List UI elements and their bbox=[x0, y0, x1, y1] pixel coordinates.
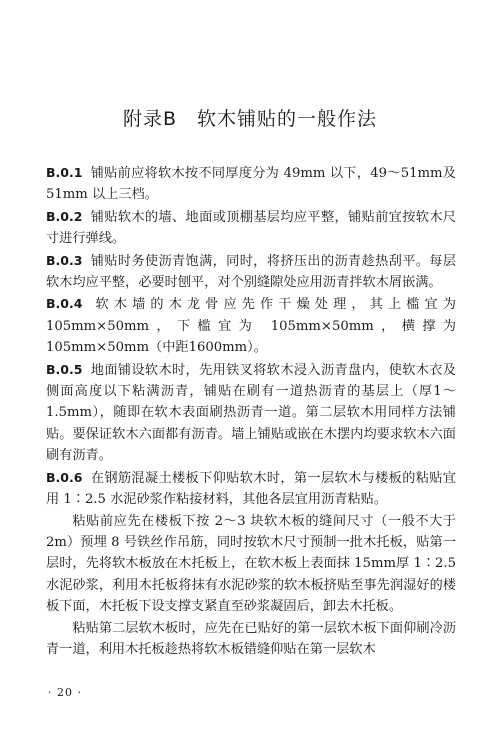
body-text bbox=[46, 162, 456, 660]
clause-b03 bbox=[46, 250, 456, 294]
clause-text: 铺贴软木的墙、地面或顶棚基层均应平整，铺贴前宜按软木尺寸进行弹线。 bbox=[46, 209, 456, 247]
clause-number: B.0.3 bbox=[46, 252, 83, 268]
paragraph: 粘贴第二层软木板时，应先在已贴好的第一层软木板下面仰刷冷沥青一道，利用木托板趁热将软木板错缝仰贴在第一层软木 bbox=[46, 620, 456, 657]
appendix-title: 附录B 软木铺贴的一般作法 bbox=[122, 108, 378, 130]
clause-text: 铺贴前应将软木按不同厚度分为 49mm 以下，49～51mm及 51mm 以上三档。 bbox=[46, 166, 456, 203]
clause-number: B.0.4 bbox=[46, 296, 83, 312]
clause-text: 软木墙的木龙骨应先作干燥处理，其上槛宜为 105mm×50mm，下槛宜为 105mm×50mm，横撑为 105mm×50mm（中距1600mm）。 bbox=[46, 297, 456, 356]
paragraph: 粘贴前应先在楼板下按 2～3 块软木板的缝间尺寸（一般不大于 2m）预埋 8 号铁丝作吊筋，同时按软木尺寸预制一批木托板，贴第一层时，先将软木板放在木托板上，在软木板上表面抹 15mm厚 1∶2.5 水泥砂浆，利用木托板将抹有水泥砂浆的软木板挤贴至事先润湿好的楼板下面，木托板下设支撑支紧直至砂浆凝固后，卸去木托板。 bbox=[46, 513, 456, 615]
clause-b05 bbox=[46, 359, 456, 467]
clause-b06 bbox=[46, 467, 456, 511]
clause-number: B.0.6 bbox=[46, 469, 83, 485]
clause-number: B.0.2 bbox=[46, 208, 83, 224]
clause-text: 在钢筋混凝土楼板下仰贴软木时，第一层软木与楼板的粘贴宜用 1∶2.5 水泥砂浆作粘接材料，其他各层宜用沥青粘贴。 bbox=[46, 470, 456, 508]
clause-number: B.0.5 bbox=[46, 361, 83, 377]
clause-number: B.0.1 bbox=[46, 165, 83, 180]
clause-text: 铺贴时务使沥青饱满，同时，将挤压出的沥青趁热刮平。每层软木均应平整，必要时刨平，对个别缝隙处应用沥青拌软木屑嵌满。 bbox=[46, 253, 456, 291]
clause-b04 bbox=[46, 293, 456, 358]
clause-text: 地面铺设软木时，先用铁叉将软木浸入沥青盘内，使软木衣及侧面高度以下粘满沥青，铺贴在刷有一道热沥青的基层上（厚1～1.5mm），随即在软木表面刷热沥青一道。第二层软木用同样方法铺贴。要保证软木六面都有沥青。墙上铺贴或嵌在木摆内均要求软木六面刷有沥青。 bbox=[46, 362, 456, 464]
page-number: · 20 · bbox=[48, 686, 82, 699]
clause-b01 bbox=[46, 162, 456, 206]
clause-b02 bbox=[46, 206, 456, 250]
